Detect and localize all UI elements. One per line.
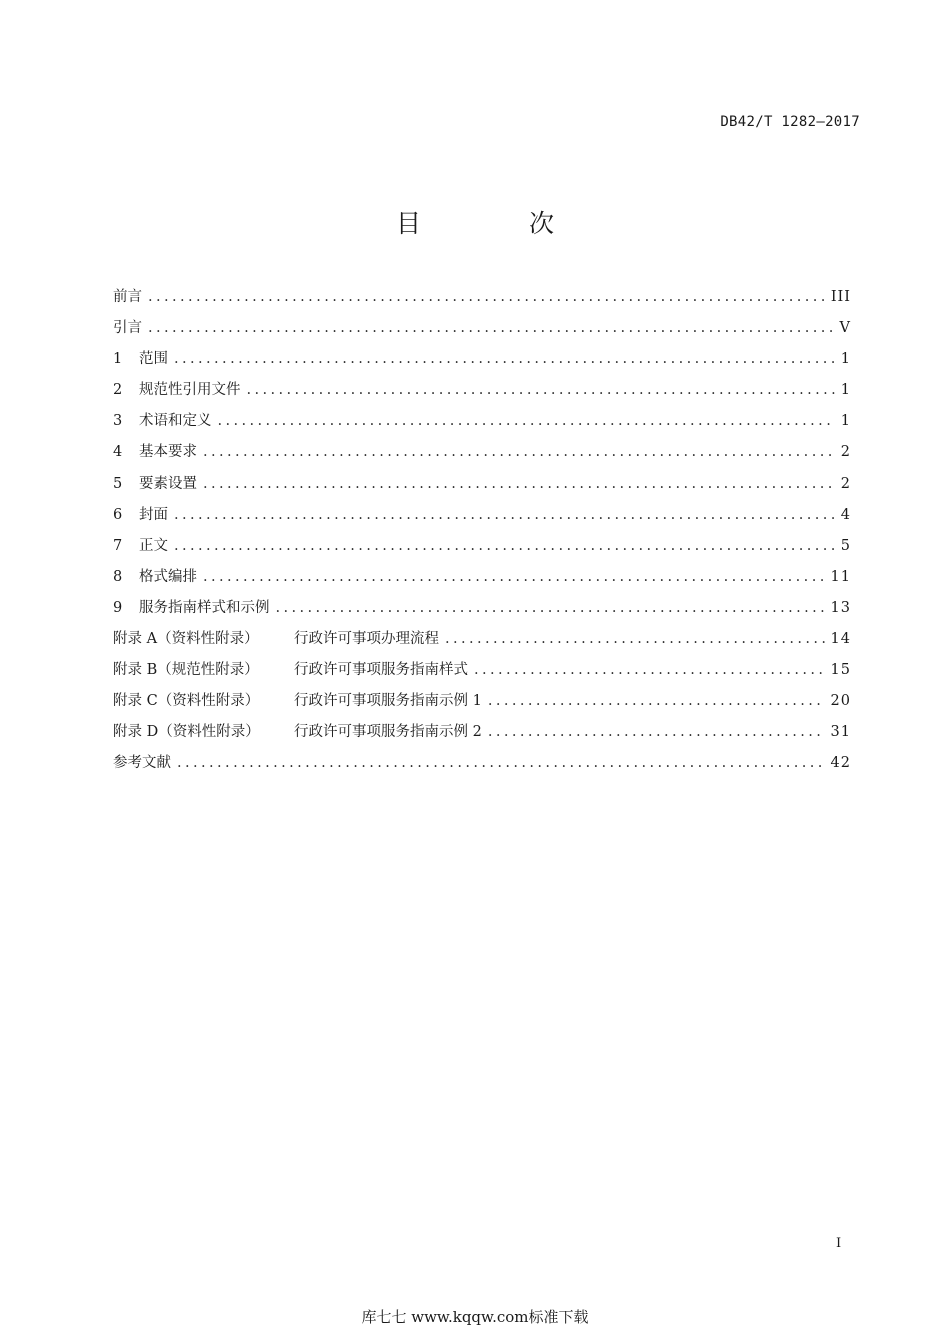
toc-entry[interactable] <box>113 316 851 347</box>
toc-entry-label: 行政许可事项办理流程 <box>294 631 439 648</box>
toc-entry-page: III <box>830 289 851 305</box>
toc-entry-number: 3 <box>113 413 123 430</box>
toc-entry-label: 规范性引用文件 <box>139 382 241 399</box>
toc-entry-page: 1 <box>840 413 851 430</box>
toc-entry-annex-prefix: 附录 B（规范性附录） <box>113 662 259 679</box>
document-code: DB42/T 1282—2017 <box>720 114 860 130</box>
toc-entry-page: 14 <box>830 631 851 648</box>
toc-entry-page: 2 <box>840 444 851 461</box>
toc-entry[interactable] <box>113 658 851 689</box>
toc-leader-dots <box>148 320 834 336</box>
toc-entry-label: 引言 <box>113 320 142 337</box>
toc-entry-page: 42 <box>830 755 851 772</box>
toc-entry-page: 13 <box>830 599 851 616</box>
toc-entry-page: 31 <box>830 724 851 741</box>
toc-entry-number: 8 <box>113 568 123 585</box>
toc-entry-number: 6 <box>113 506 123 523</box>
toc-entry-number: 7 <box>113 537 123 554</box>
toc-leader-dots <box>218 413 835 429</box>
table-of-contents <box>113 285 851 783</box>
toc-entry-label: 行政许可事项服务指南示例 1 <box>294 693 482 710</box>
toc-leader-dots <box>174 351 835 367</box>
toc-entry[interactable] <box>113 409 851 440</box>
toc-leader-dots <box>445 631 825 647</box>
toc-entry[interactable] <box>113 347 851 378</box>
toc-leader-dots <box>488 724 825 740</box>
toc-entry-page: 11 <box>830 568 851 585</box>
toc-entry-label: 行政许可事项服务指南样式 <box>294 662 468 679</box>
toc-entry-page: 4 <box>840 506 851 523</box>
toc-entry-annex-prefix: 附录 A（资料性附录） <box>113 631 259 648</box>
toc-entry[interactable] <box>113 378 851 409</box>
toc-entry-page: 20 <box>830 693 851 710</box>
toc-leader-dots <box>247 382 835 398</box>
toc-title: 目 次 <box>396 209 604 238</box>
toc-entry-page: 15 <box>830 662 851 679</box>
toc-leader-dots <box>203 569 825 585</box>
toc-entry-label: 服务指南样式和示例 <box>139 599 270 616</box>
toc-entry[interactable] <box>113 534 851 565</box>
toc-entry-label: 术语和定义 <box>139 413 212 430</box>
toc-entry-number: 5 <box>113 475 123 492</box>
toc-entry[interactable] <box>113 720 851 751</box>
toc-entry-label: 前言 <box>113 289 142 305</box>
toc-entry[interactable] <box>113 503 851 534</box>
toc-entry-label: 封面 <box>139 506 168 523</box>
toc-entry[interactable] <box>113 472 851 503</box>
toc-entry-page: 2 <box>840 475 851 492</box>
toc-entry-annex-prefix: 附录 D（资料性附录） <box>113 724 260 741</box>
toc-entry-label: 行政许可事项服务指南示例 2 <box>294 724 482 741</box>
toc-leader-dots <box>148 289 825 305</box>
toc-leader-dots <box>174 538 835 554</box>
toc-entry-label: 参考文献 <box>113 755 171 772</box>
footer-watermark: 库七七 www.kqqw.com标准下载 <box>361 1308 589 1326</box>
toc-leader-dots <box>488 693 825 709</box>
toc-entry[interactable] <box>113 440 851 471</box>
toc-entry-number: 1 <box>113 351 123 368</box>
toc-entry-label: 要素设置 <box>139 475 197 492</box>
toc-entry[interactable] <box>113 627 851 658</box>
toc-leader-dots <box>276 600 825 616</box>
toc-entry-label: 范围 <box>139 351 168 368</box>
toc-leader-dots <box>474 662 825 678</box>
page-number: I <box>836 1236 842 1251</box>
toc-entry-page: 1 <box>840 382 851 399</box>
toc-entry[interactable] <box>113 565 851 596</box>
toc-entry-label: 正文 <box>139 537 168 554</box>
toc-entry[interactable] <box>113 596 851 627</box>
toc-leader-dots <box>177 755 825 771</box>
toc-leader-dots <box>174 507 835 523</box>
toc-entry[interactable] <box>113 285 851 316</box>
toc-entry-page: 5 <box>840 537 851 554</box>
toc-entry-annex-prefix: 附录 C（资料性附录） <box>113 693 260 710</box>
toc-entry-number: 2 <box>113 382 123 399</box>
toc-entry-label: 基本要求 <box>139 444 197 461</box>
toc-entry[interactable] <box>113 689 851 720</box>
toc-entry-number: 9 <box>113 599 123 616</box>
toc-entry-label: 格式编排 <box>139 568 197 585</box>
toc-leader-dots <box>203 476 835 492</box>
toc-entry[interactable] <box>113 751 851 782</box>
toc-entry-page: 1 <box>840 351 851 368</box>
toc-entry-page: V <box>839 320 851 337</box>
toc-leader-dots <box>203 444 835 460</box>
toc-entry-number: 4 <box>113 444 123 461</box>
